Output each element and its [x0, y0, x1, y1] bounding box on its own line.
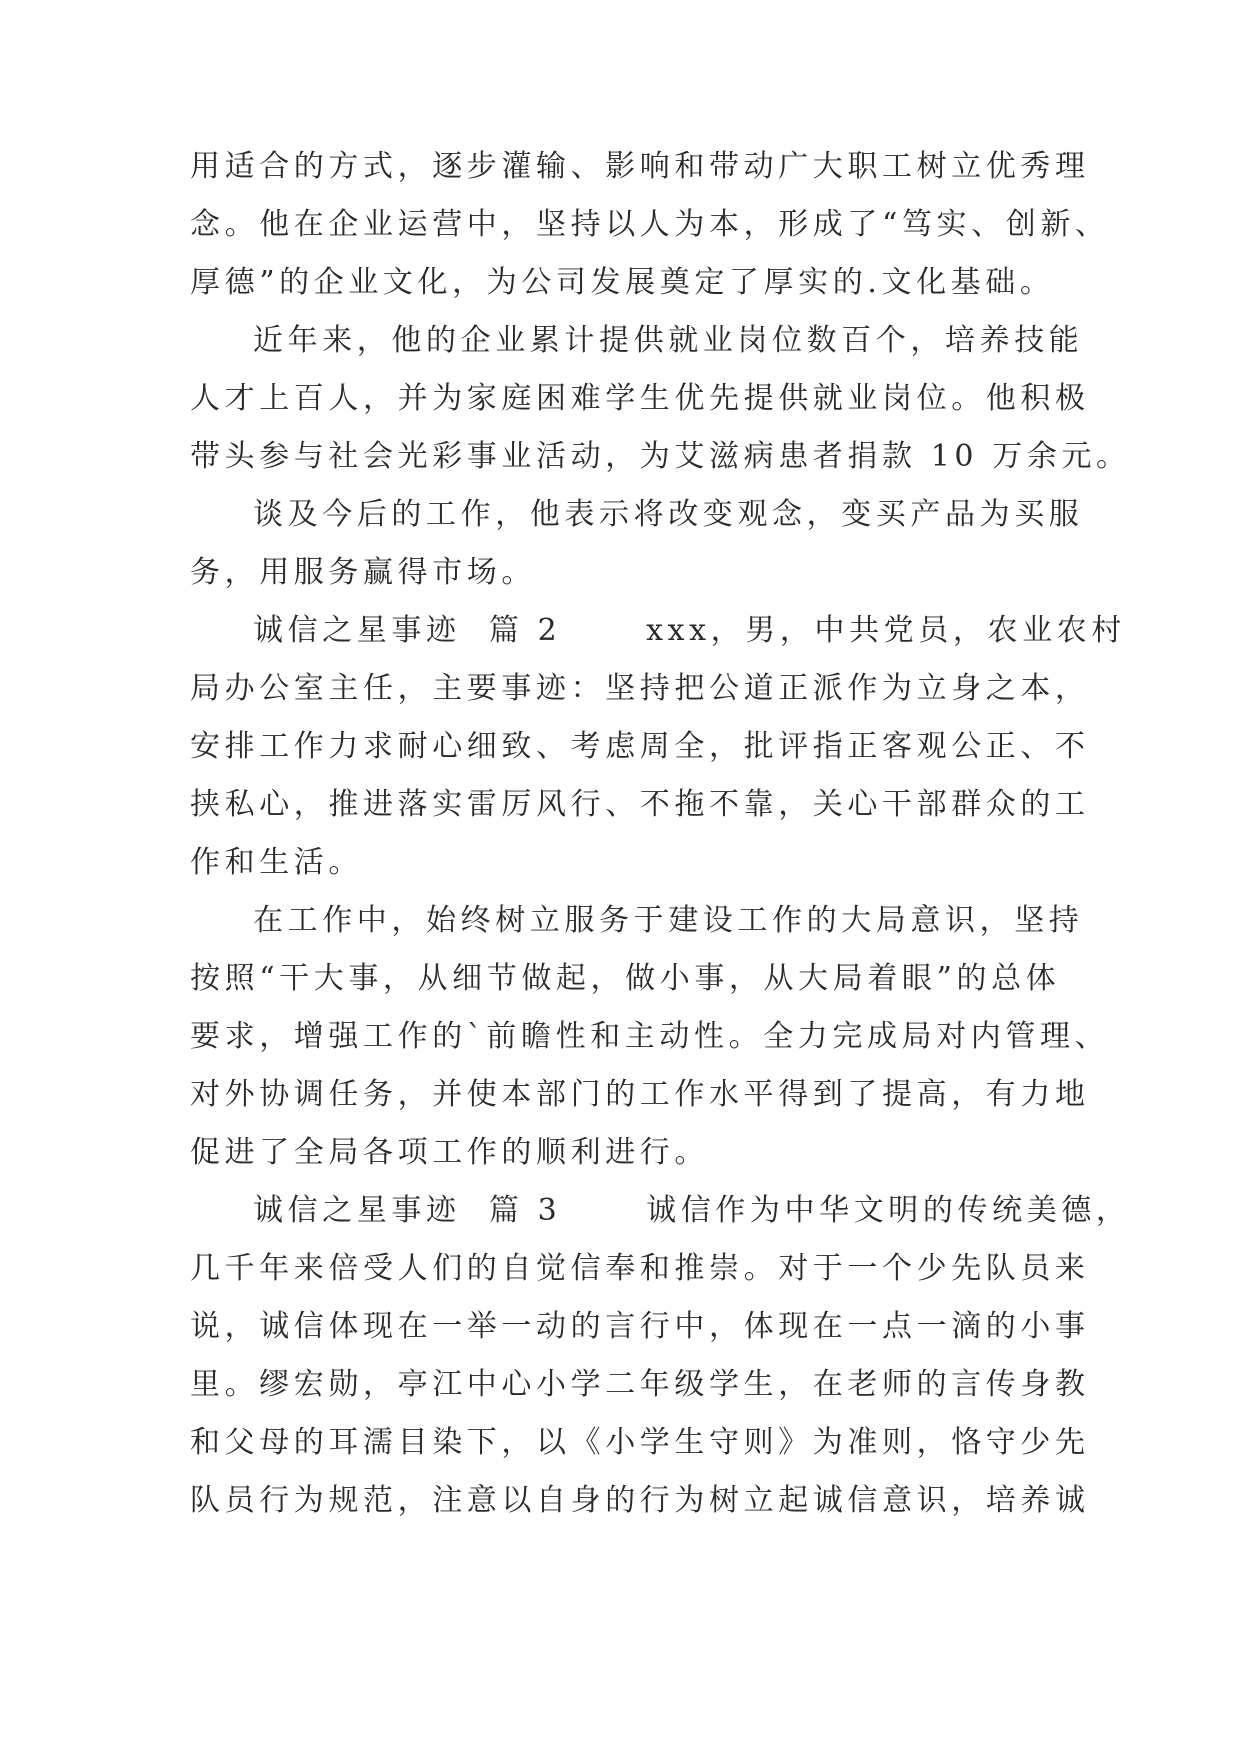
- text-line: 说，诚信体现在一举一动的言行中，体现在一点一滴的小事: [190, 1309, 1090, 1344]
- text-line: 带头参与社会光彩事业活动，为艾滋病患者捐款 10 万余元。: [190, 439, 1131, 474]
- text-line: 厚德”的企业文化，为公司发展奠定了厚实的.文化基础。: [190, 265, 1055, 300]
- text-line: 人才上百人，并为家庭困难学生优先提供就业岗位。他积极: [190, 381, 1090, 416]
- text-line: 谈及今后的工作，他表示将改变观念，变买产品为买服: [253, 497, 1084, 532]
- text-line: 作和生活。: [190, 845, 363, 880]
- text-line: 挟私心，推进落实雷厉风行、不拖不靠，关心干部群众的工: [190, 787, 1090, 822]
- text-line: 在工作中，始终树立服务于建设工作的大局意识，坚持: [253, 903, 1084, 938]
- text-line: 要求，增强工作的`前瞻性和主动性。全力完成局对内管理、: [190, 1019, 1110, 1054]
- text-line: 局办公室主任，主要事迹：坚持把公道正派作为立身之本，: [190, 671, 1090, 706]
- section-heading-line: 诚信之星事迹 篇 3 诚信作为中华文明的传统美德，: [253, 1193, 1131, 1228]
- text-line: 里。缪宏勋，亭江中心小学二年级学生，在老师的言传身教: [190, 1367, 1090, 1402]
- text-line: 几千年来倍受人们的自觉信奉和推崇。对于一个少先队员来: [190, 1251, 1090, 1286]
- text-line: 务，用服务赢得市场。: [190, 555, 536, 590]
- text-line: 念。他在企业运营中，坚持以人为本，形成了“笃实、创新、: [190, 207, 1110, 242]
- text-line: 近年来，他的企业累计提供就业岗位数百个，培养技能: [253, 323, 1084, 358]
- text-line: 对外协调任务，并使本部门的工作水平得到了提高，有力地: [190, 1077, 1090, 1112]
- text-line: 用适合的方式，逐步灌输、影响和带动广大职工树立优秀理: [190, 149, 1090, 184]
- text-line: 按照“干大事，从细节做起，做小事，从大局着眼”的总体: [190, 961, 1061, 996]
- text-line: 和父母的耳濡目染下，以《小学生守则》为准则，恪守少先: [190, 1425, 1090, 1460]
- section-heading-line: 诚信之星事迹 篇 2 xxx，男，中共党员，农业农村: [253, 613, 1126, 648]
- text-line: 安排工作力求耐心细致、考虑周全，批评指正客观公正、不: [190, 729, 1090, 764]
- text-line: 队员行为规范，注意以自身的行为树立起诚信意识，培养诚: [190, 1483, 1090, 1518]
- text-line: 促进了全局各项工作的顺利进行。: [190, 1135, 709, 1170]
